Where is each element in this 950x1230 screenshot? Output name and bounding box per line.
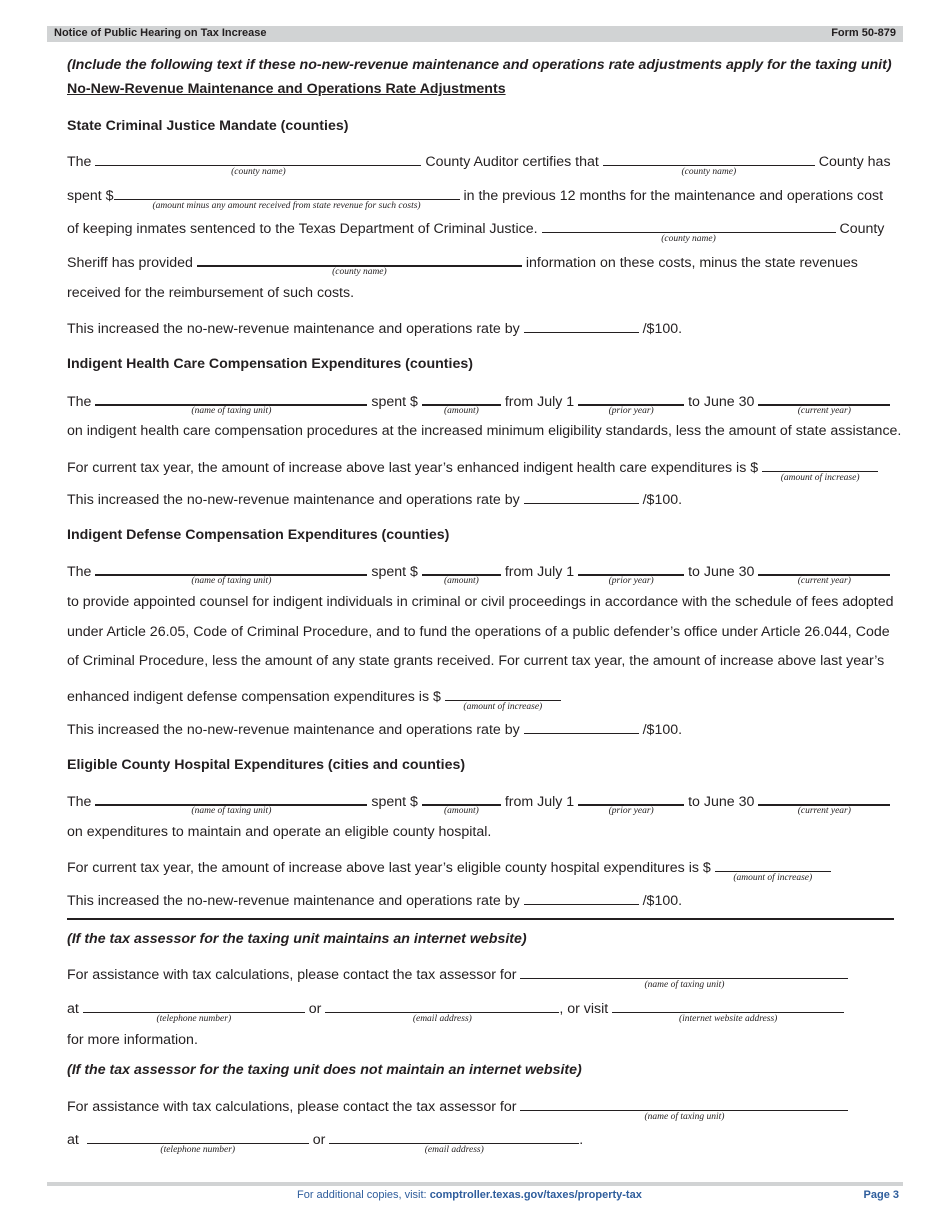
- current-year-caption: (current year): [797, 576, 851, 586]
- increase-field[interactable]: [445, 686, 561, 712]
- criminal-rate-line: This increased the no-new-revenue maintenance and operations rate by /$100.: [67, 318, 682, 337]
- footer-copies: For additional copies, visit: comptroller.texas.gov/taxes/property-tax: [297, 1189, 642, 1201]
- criminal-line-1: The (county name) County Auditor certifies that (county name) County has: [67, 151, 891, 170]
- amount-minus-caption: (amount minus any amount received from state revenue for such costs): [152, 201, 421, 211]
- taxing-unit-caption: (name of taxing unit): [191, 576, 272, 586]
- amount-field[interactable]: [422, 790, 501, 816]
- website-caption: (internet website address): [678, 1014, 778, 1024]
- criminal-line-4: Sheriff has provided (county name) information on these costs, minus the state revenues: [67, 251, 858, 271]
- prior-year-field[interactable]: [578, 560, 684, 586]
- health-line-1: The (name of taxing unit) spent $ (amount) from July 1 (prior year) to June 30 (current year): [67, 390, 890, 410]
- county-name-field[interactable]: [542, 218, 836, 244]
- county-name-field[interactable]: [95, 151, 421, 177]
- rate-field[interactable]: [524, 318, 639, 333]
- email-caption: (email address): [412, 1014, 472, 1024]
- amount-field[interactable]: [114, 185, 460, 211]
- increase-field[interactable]: [762, 457, 878, 483]
- section-divider: [67, 918, 894, 920]
- taxing-unit-field[interactable]: [95, 390, 367, 416]
- taxing-unit-field[interactable]: [520, 964, 848, 990]
- increase-caption: (amount of increase): [780, 473, 860, 483]
- county-name-field[interactable]: [603, 151, 815, 177]
- health-heading: Indigent Health Care Compensation Expenditures (counties): [67, 356, 473, 372]
- defense-line-4: of Criminal Procedure, less the amount of any state grants received. For current tax year, the amount of increase above last year’s: [67, 653, 885, 669]
- hospital-line-3: For current tax year, the amount of increase above last year’s eligible county hospital expenditures is $ (amount of increase): [67, 857, 831, 876]
- footer-bar: [47, 1182, 903, 1186]
- taxing-unit-field[interactable]: [520, 1096, 848, 1122]
- no-website-heading: (If the tax assessor for the taxing unit does not maintain an internet website): [67, 1062, 582, 1078]
- amount-caption: (amount): [443, 576, 479, 586]
- current-year-caption: (current year): [797, 806, 851, 816]
- intro-instruction: (Include the following text if these no-new-revenue maintenance and operations rate adjustments apply for the taxing unit): [67, 57, 892, 73]
- criminal-line-5: received for the reimbursement of such costs.: [67, 285, 355, 301]
- no-website-line-1: For assistance with tax calculations, please contact the tax assessor for (name of taxing unit): [67, 1096, 848, 1115]
- taxing-unit-caption: (name of taxing unit): [644, 980, 725, 990]
- website-line-3: for more information.: [67, 1032, 198, 1048]
- increase-caption: (amount of increase): [463, 702, 543, 712]
- telephone-field[interactable]: [83, 998, 305, 1024]
- website-heading: (If the tax assessor for the taxing unit maintains an internet website): [67, 931, 527, 947]
- taxing-unit-caption: (name of taxing unit): [644, 1112, 725, 1122]
- email-field[interactable]: [329, 1129, 579, 1155]
- defense-heading: Indigent Defense Compensation Expenditures (counties): [67, 527, 450, 543]
- page-number: Page 3: [863, 1189, 899, 1201]
- taxing-unit-caption: (name of taxing unit): [191, 406, 272, 416]
- health-rate-line: This increased the no-new-revenue maintenance and operations rate by /$100.: [67, 489, 682, 508]
- hospital-line-2: on expenditures to maintain and operate an eligible county hospital.: [67, 824, 492, 840]
- amount-caption: (amount): [443, 806, 479, 816]
- taxing-unit-field[interactable]: [95, 560, 367, 586]
- criminal-heading: State Criminal Justice Mandate (counties): [67, 118, 349, 134]
- form-header: [47, 26, 903, 42]
- website-line-2: at (telephone number) or (email address) , or visit (internet website address): [67, 998, 844, 1017]
- amount-field[interactable]: [422, 390, 501, 416]
- email-caption: (email address): [424, 1145, 484, 1155]
- taxing-unit-caption: (name of taxing unit): [191, 806, 272, 816]
- hospital-line-1: The (name of taxing unit) spent $ (amount) from July 1 (prior year) to June 30 (current year): [67, 790, 890, 810]
- county-name-field[interactable]: [197, 251, 522, 277]
- hospital-rate-line: This increased the no-new-revenue maintenance and operations rate by /$100.: [67, 890, 682, 909]
- prior-year-field[interactable]: [578, 790, 684, 816]
- taxing-unit-field[interactable]: [95, 790, 367, 816]
- header-title: Notice of Public Hearing on Tax Increase: [54, 27, 267, 39]
- section-heading: No-New-Revenue Maintenance and Operations Rate Adjustments: [67, 81, 506, 97]
- criminal-line-3: of keeping inmates sentenced to the Texas Department of Criminal Justice. (county name) County: [67, 218, 884, 237]
- defense-line-1: The (name of taxing unit) spent $ (amount) from July 1 (prior year) to June 30 (current year): [67, 560, 890, 580]
- defense-line-5: enhanced indigent defense compensation expenditures is $ (amount of increase): [67, 686, 561, 705]
- current-year-field[interactable]: [758, 390, 890, 416]
- prior-year-caption: (prior year): [608, 406, 654, 416]
- footer-link[interactable]: comptroller.texas.gov/taxes/property-tax: [429, 1189, 642, 1201]
- prior-year-caption: (prior year): [608, 576, 654, 586]
- county-name-caption: (county name): [661, 234, 716, 244]
- criminal-line-2: spent $ (amount minus any amount received from state revenue for such costs) in the previous 12 months for the maintenance and operations cost: [67, 185, 883, 204]
- county-name-caption: (county name): [231, 167, 286, 177]
- prior-year-field[interactable]: [578, 390, 684, 416]
- website-field[interactable]: [612, 998, 844, 1024]
- health-line-3: For current tax year, the amount of increase above last year’s enhanced indigent health care expenditures is $ (amount of increase): [67, 457, 878, 476]
- rate-field[interactable]: [524, 719, 639, 734]
- defense-line-3: under Article 26.05, Code of Criminal Procedure, and to fund the operations of a public defender’s office under Article 26.044, Code: [67, 624, 890, 640]
- telephone-caption: (telephone number): [160, 1145, 236, 1155]
- increase-caption: (amount of increase): [733, 873, 813, 883]
- rate-field[interactable]: [524, 489, 639, 504]
- rate-field[interactable]: [524, 890, 639, 905]
- county-name-caption: (county name): [681, 167, 737, 177]
- telephone-caption: (telephone number): [156, 1014, 232, 1024]
- form-number: Form 50-879: [831, 27, 896, 39]
- current-year-field[interactable]: [758, 790, 890, 816]
- telephone-field[interactable]: [87, 1129, 309, 1155]
- prior-year-caption: (prior year): [608, 806, 654, 816]
- website-line-1: For assistance with tax calculations, please contact the tax assessor for (name of taxing unit): [67, 964, 848, 983]
- no-website-line-2: at (telephone number) or (email address) .: [67, 1129, 583, 1148]
- defense-rate-line: This increased the no-new-revenue maintenance and operations rate by /$100.: [67, 719, 682, 738]
- health-line-2: on indigent health care compensation procedures at the increased minimum eligibility standards, less the amount of state assistance.: [67, 423, 902, 439]
- amount-field[interactable]: [422, 560, 501, 586]
- current-year-field[interactable]: [758, 560, 890, 586]
- amount-caption: (amount): [443, 406, 479, 416]
- hospital-heading: Eligible County Hospital Expenditures (cities and counties): [67, 757, 466, 773]
- current-year-caption: (current year): [797, 406, 851, 416]
- defense-line-2: to provide appointed counsel for indigent individuals in criminal or civil proceedings in accordance with the schedule of fees adopted: [67, 594, 894, 610]
- email-field[interactable]: [325, 998, 559, 1024]
- increase-field[interactable]: [715, 857, 831, 883]
- county-name-caption: (county name): [332, 267, 387, 277]
